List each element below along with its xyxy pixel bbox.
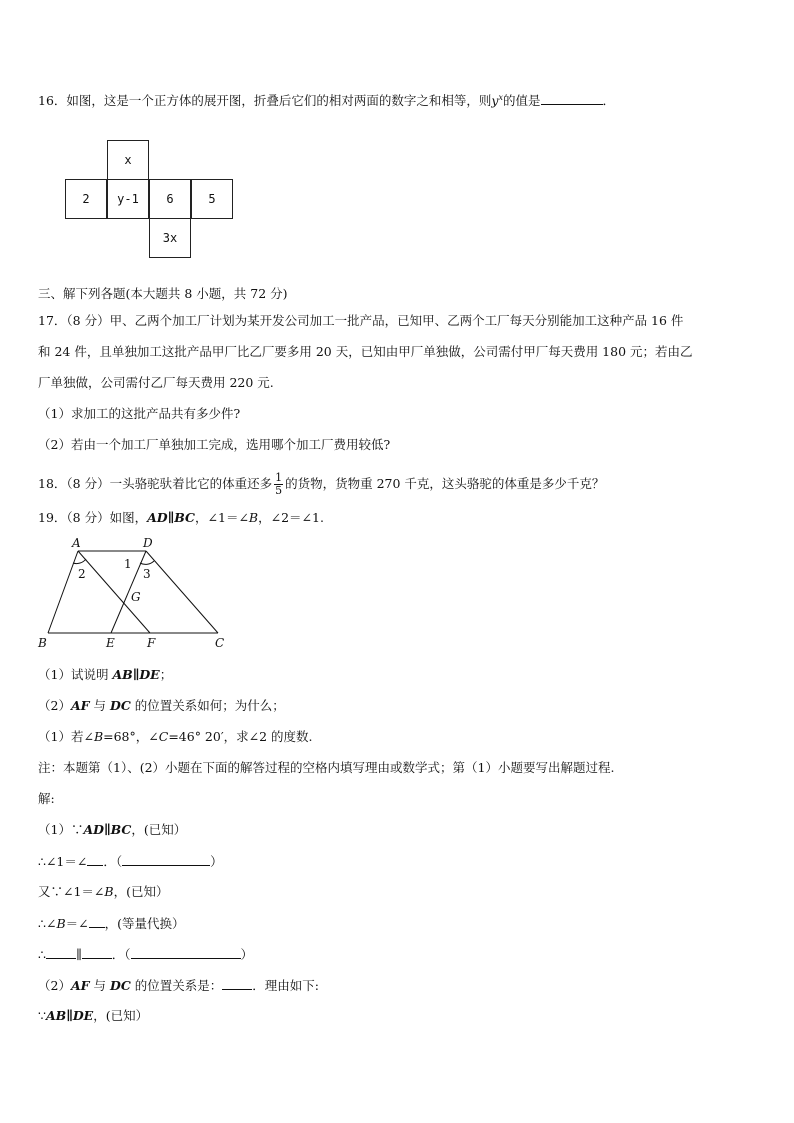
sol-4-b: B bbox=[56, 916, 66, 931]
sol-7-c: ，(已知） bbox=[93, 1008, 149, 1023]
label-b: B bbox=[38, 636, 47, 650]
sol-6-e: 的位置关系是： bbox=[130, 978, 223, 993]
q19-cond-1: AD∥BC bbox=[147, 510, 195, 525]
sol-6-f: ．理由如下: bbox=[252, 978, 319, 993]
segment-af bbox=[78, 551, 150, 633]
q19-sep-2: ， bbox=[258, 510, 271, 525]
sol-2-a: ∴∠1＝∠ bbox=[38, 854, 88, 869]
sol-5-a: ∴ bbox=[38, 947, 46, 962]
sol-1-a: （1）∵ bbox=[38, 822, 84, 837]
label-e: E bbox=[106, 636, 115, 650]
sol-6-b: AF bbox=[70, 978, 90, 993]
label-g: G bbox=[131, 590, 141, 604]
solution-label: 解: bbox=[38, 791, 55, 806]
q19-text bbox=[38, 510, 324, 526]
label-angle-2: 2 bbox=[78, 567, 86, 581]
q19-end: . bbox=[319, 510, 324, 525]
sol-7-a: ∵ bbox=[38, 1008, 46, 1023]
sol-4-a: ∴∠ bbox=[38, 916, 57, 931]
q18-before: 18．（8 分）一头骆驼驮着比它的体重还多 bbox=[38, 476, 273, 491]
segment-dc bbox=[146, 551, 218, 633]
q19-sub-1-b: AB∥DE bbox=[112, 667, 160, 682]
solution-line-5 bbox=[38, 946, 253, 963]
solution-line-6 bbox=[38, 977, 319, 994]
q19-sub-3-d: C bbox=[158, 729, 169, 744]
angle-2-arc bbox=[73, 559, 86, 564]
label-angle-1: 1 bbox=[124, 557, 132, 571]
sol-3-c: ，(已知） bbox=[113, 884, 169, 899]
net-cell-bottom: 3x bbox=[149, 218, 191, 258]
net-cell-top: x bbox=[107, 140, 149, 180]
sol-4-d: ，(等量代换） bbox=[104, 916, 185, 931]
q19-prefix: 19．（8 分）如图， bbox=[38, 510, 148, 525]
label-a: A bbox=[72, 536, 81, 550]
sol-5-blank-line-1[interactable] bbox=[46, 946, 76, 959]
q19-sub-3-c: =68°，∠ bbox=[103, 729, 159, 744]
q19-sub-1-c: ； bbox=[159, 667, 173, 682]
segment-ab bbox=[48, 551, 78, 633]
sol-1-b: AD∥BC bbox=[83, 822, 132, 837]
q19-note: 注：本题第（1）、(2）小题在下面的解答过程的空格内填写理由或数学式；第（1）小题要写出解题过程. bbox=[38, 760, 615, 775]
solution-line-4 bbox=[38, 915, 185, 932]
net-cell-row-1: 2 bbox=[65, 179, 107, 219]
q19-sub-2-a: （2） bbox=[38, 698, 71, 713]
sol-4-blank-angle[interactable] bbox=[89, 915, 105, 928]
q18-fraction bbox=[274, 472, 283, 497]
net-cell-row-3: 6 bbox=[149, 179, 191, 219]
q19-sub-2 bbox=[38, 698, 285, 714]
sol-7-b: AB∥DE bbox=[45, 1008, 94, 1023]
sol-6-c: 与 bbox=[89, 978, 110, 993]
q16-lead: 16．如图，这是一个正方体的展开图，折叠后它们的相对两面的数字之和相等，则 bbox=[38, 93, 492, 109]
sol-2-blank-reason[interactable] bbox=[122, 853, 210, 866]
net-cell-row-2: y-1 bbox=[107, 179, 149, 219]
q16-text bbox=[38, 90, 615, 109]
angle-1-3-arc bbox=[140, 561, 154, 564]
solution-line-1 bbox=[38, 822, 186, 838]
label-d: D bbox=[143, 536, 153, 550]
q19-sub-2-b: AF bbox=[70, 698, 90, 713]
sol-1-c: ，(已知） bbox=[131, 822, 187, 837]
sol-6-d: DC bbox=[109, 978, 131, 993]
sol-6-blank-relation[interactable] bbox=[222, 977, 252, 990]
sol-5-d: ） bbox=[240, 947, 254, 962]
q19-sub-2-e: 的位置关系如何；为什么； bbox=[130, 698, 285, 713]
q19-cond-2b: B bbox=[248, 510, 259, 525]
section-3-heading: 三、解下列各题(本大题共 8 小题，共 72 分) bbox=[38, 286, 288, 301]
sol-3-a: 又∵∠1＝∠ bbox=[38, 884, 105, 899]
solution-line-2 bbox=[38, 853, 223, 870]
label-angle-3: 3 bbox=[143, 567, 151, 581]
solution-line-7 bbox=[38, 1008, 148, 1024]
q18-frac-den: 5 bbox=[275, 484, 283, 497]
q18-after: 的货物，货物重 270 千克，这头骆驼的体重是多少千克？ bbox=[285, 476, 605, 491]
sol-2-b: ．（ bbox=[103, 854, 123, 869]
q16-var-exp: x bbox=[498, 93, 503, 102]
q16-answer-blank[interactable] bbox=[541, 92, 603, 105]
sol-2-c: ） bbox=[210, 854, 223, 869]
q19-sub-3-a: （1）若∠ bbox=[38, 729, 94, 744]
sol-4-c: ＝∠ bbox=[65, 916, 89, 931]
q18-frac-num: 1 bbox=[275, 471, 283, 484]
q19-sub-1 bbox=[38, 667, 172, 683]
sol-6-a: （2） bbox=[38, 978, 71, 993]
sol-5-blank-line-2[interactable] bbox=[82, 946, 112, 959]
q19-sub-3-e: =46° 20′，求∠2 的度数. bbox=[168, 729, 313, 744]
q18-text bbox=[38, 472, 604, 497]
q19-sub-1-a: （1）试说明 bbox=[38, 667, 113, 682]
net-cell-row-4: 5 bbox=[191, 179, 233, 219]
q17-sub-2: （2）若由一个加工厂单独加工完成，选用哪个加工厂费用较低? bbox=[38, 437, 391, 452]
q19-sub-3 bbox=[38, 729, 313, 745]
q17-sub-1: （1）求加工的这批产品共有多少件? bbox=[38, 406, 241, 421]
q19-sep-1: ， bbox=[195, 510, 208, 525]
q19-cond-3: ∠2＝∠1 bbox=[270, 510, 320, 525]
segment-de bbox=[111, 551, 146, 633]
q16-end: ． bbox=[602, 93, 616, 109]
label-f: F bbox=[147, 636, 156, 650]
solution-line-3 bbox=[38, 884, 168, 900]
q19-cond-2a: ∠1＝∠ bbox=[207, 510, 249, 525]
q17-line-3: 厂单独做，公司需付乙厂每天费用 220 元. bbox=[38, 375, 274, 390]
sol-5-blank-reason[interactable] bbox=[131, 946, 241, 959]
q16-tail: 的值是 bbox=[503, 93, 541, 109]
q19-sub-2-d: DC bbox=[109, 698, 131, 713]
q19-sub-2-c: 与 bbox=[89, 698, 110, 713]
label-c: C bbox=[215, 636, 225, 650]
sol-2-blank-angle[interactable] bbox=[87, 853, 103, 866]
q16-var-base: y bbox=[491, 93, 499, 109]
sol-3-b: B bbox=[104, 884, 114, 899]
q17-line-2: 和 24 件，且单独加工这批产品甲厂比乙厂要多用 20 天，已知由甲厂单独做，公司需付甲厂每天费用 180 元；若由乙 bbox=[38, 344, 693, 359]
q19-sub-3-b: B bbox=[93, 729, 104, 744]
sol-5-b: ∥ bbox=[75, 947, 82, 962]
sol-5-c: ．（ bbox=[111, 947, 131, 962]
q17-line-1: 17．（8 分）甲、乙两个加工厂计划为某开发公司加工一批产品，已知甲、乙两个工厂每天分别能加工这种产品 16 件 bbox=[38, 313, 684, 328]
